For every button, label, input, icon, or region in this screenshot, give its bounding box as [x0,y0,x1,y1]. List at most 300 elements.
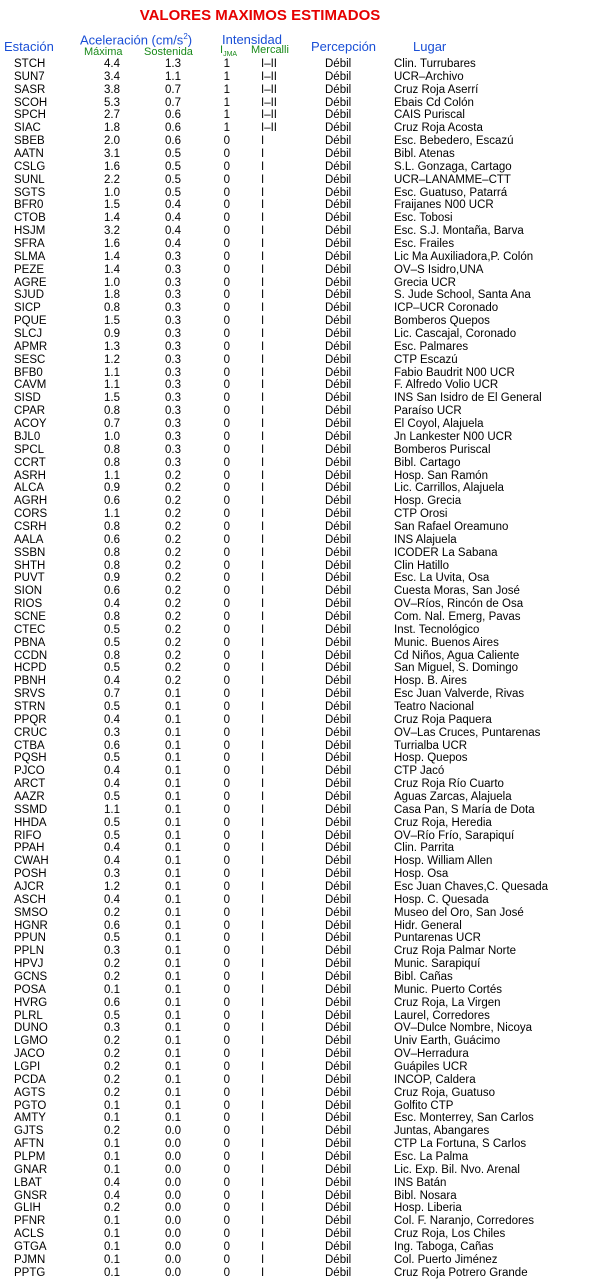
perception: Débil [325,1099,352,1112]
mercalli-intensity: I [261,508,265,521]
station-code: GTGA [14,1241,47,1254]
station-code: PLRL [14,1009,43,1022]
max-acceleration: 0.6 [104,495,120,508]
max-acceleration: 0.7 [104,418,120,431]
data-table [0,58,590,1280]
table-row [0,740,590,753]
station-code: APMR [14,340,48,353]
ijma-intensity: 0 [223,1163,230,1176]
station-code: SSBN [14,546,46,559]
max-acceleration: 0.9 [104,482,120,495]
max-acceleration: 0.2 [104,1086,120,1099]
table-row [0,971,590,984]
sustained-acceleration: 0.3 [165,289,181,302]
table-row [0,289,590,302]
station-code: PBNA [14,636,46,649]
max-acceleration: 0.2 [104,906,120,919]
station-code: CTOB [14,212,46,225]
sustained-acceleration: 0.3 [165,276,181,289]
place-header: Lugar [413,39,447,54]
station-code: HSJM [14,225,46,238]
station-code: AGTS [14,1086,46,1099]
sustained-acceleration: 0.1 [165,1022,181,1035]
mercalli-intensity: I [261,559,265,572]
table-row [0,225,590,238]
sustained-acceleration: 0.4 [165,225,181,238]
max-acceleration: 0.8 [104,405,120,418]
perception: Débil [325,739,352,752]
place: Guápiles UCR [394,1061,468,1074]
table-row [0,521,590,534]
ijma-intensity: 0 [223,135,230,148]
mercalli-intensity: I [261,778,265,791]
max-acceleration: 1.5 [104,392,120,405]
sustained-acceleration: 0.2 [165,675,181,688]
table-row [0,598,590,611]
max-acceleration: 0.2 [104,1073,120,1086]
table-row [0,1215,590,1228]
mercalli-intensity: I [261,520,265,533]
mercalli-intensity: I–II [261,70,277,83]
ijma-intensity: 0 [223,649,230,662]
ijma-intensity: 0 [223,996,230,1009]
place: CTP Escazú [394,353,458,366]
perception: Débil [325,1125,352,1138]
max-acceleration: 0.8 [104,443,120,456]
sustained-acceleration: 0.1 [165,932,181,945]
perception: Débil [325,1266,352,1279]
ijma-intensity: 0 [223,238,230,251]
perception: Débil [325,263,352,276]
table-row [0,58,590,71]
ijma-intensity: 0 [223,212,230,225]
sustained-acceleration: 0.0 [165,1189,181,1202]
perception: Débil [325,328,352,341]
mercalli-intensity: I [261,842,265,855]
ijma-intensity: 0 [223,1035,230,1048]
sustained-acceleration: 0.1 [165,958,181,971]
place: Esc. Guatuso, Patarrá [394,186,508,199]
ijma-intensity: 0 [223,1215,230,1228]
ijma-intensity: 0 [223,1266,230,1279]
table-row [0,97,590,110]
mercalli-intensity: I–II [261,58,277,70]
mercalli-intensity: I [261,302,265,315]
place: OV–Ríos, Rincón de Osa [394,598,524,611]
place: Fabio Baudrit N00 UCR [394,366,515,379]
sustained-acceleration: 0.6 [165,122,181,135]
place: ICP–UCR Coronado [394,302,499,315]
mercalli-intensity: I–II [261,122,277,135]
ijma-header-subscript: JMA [223,51,238,59]
mercalli-intensity: I [261,598,265,611]
sustained-acceleration: 0.2 [165,469,181,482]
perception: Débil [325,1151,352,1164]
place: Hosp. C. Quesada [394,893,489,906]
table-row [0,392,590,405]
station-code: LGPI [14,1061,41,1074]
perception: Débil [325,405,352,418]
ijma-intensity: 0 [223,1009,230,1022]
station-code: PQSH [14,752,47,765]
acceleration-header-text: Aceleración (cm/s [80,32,184,48]
ijma-intensity: 0 [223,829,230,842]
ijma-intensity: 0 [223,1228,230,1241]
ijma-intensity: 0 [223,958,230,971]
sustained-acceleration: 0.5 [165,148,181,161]
mercalli-intensity: I [261,495,265,508]
mercalli-intensity: I [261,958,265,971]
perception: Débil [325,1048,352,1061]
table-row [0,624,590,637]
place: CTP Orosi [394,508,448,521]
station-code: PPQR [14,713,47,726]
place: Hosp. Liberia [394,1202,462,1215]
max-acceleration: 1.1 [104,508,120,521]
mercalli-intensity: I [261,1099,265,1112]
table-row [0,945,590,958]
place: Teatro Nacional [394,700,474,713]
max-acceleration: 1.5 [104,315,120,328]
sustained-acceleration: 0.7 [165,83,181,96]
table-row [0,804,590,817]
sustained-acceleration: 0.0 [165,1241,181,1254]
ijma-intensity: 0 [223,855,230,868]
perception: Débil [325,996,352,1009]
station-code: HCPD [14,662,47,675]
mercalli-intensity: I [261,1061,265,1074]
max-acceleration: 0.1 [104,1163,120,1176]
station-code: AMTY [14,1112,46,1125]
perception: Débil [325,160,352,173]
mercalli-intensity: I [261,739,265,752]
max-acceleration: 0.1 [104,1253,120,1266]
perception: Débil [325,70,352,83]
sustained-acceleration: 0.1 [165,726,181,739]
mercalli-intensity: I [261,752,265,765]
ijma-intensity: 0 [223,765,230,778]
place: OV–Herradura [394,1048,469,1061]
sustained-acceleration: 0.1 [165,906,181,919]
mercalli-intensity: I [261,1241,265,1254]
perception: Débil [325,1176,352,1189]
perception: Débil [325,1253,352,1266]
mercalli-intensity: I [261,1266,265,1279]
mercalli-intensity: I [261,212,265,225]
place: Bibl. Atenas [394,148,455,161]
station-code: GJTS [14,1125,44,1138]
table-row [0,560,590,573]
station-code: ACLS [14,1228,45,1241]
sustained-acceleration: 1.3 [165,58,181,70]
mercalli-intensity: I [261,906,265,919]
ijma-header-text: I [220,44,224,56]
ijma-intensity: 0 [223,790,230,803]
table-row [0,1241,590,1254]
ijma-intensity: 0 [223,508,230,521]
mercalli-intensity: I [261,443,265,456]
station-code: ASRH [14,469,46,482]
perception: Débil [325,225,352,238]
perception: Débil [325,1163,352,1176]
place: Inst. Tecnológico [394,623,480,636]
table-row [0,984,590,997]
ijma-intensity: 0 [223,1253,230,1266]
ijma-intensity: 1 [223,122,230,135]
intensity-header: Intensidad [222,32,282,47]
place: Munic. Sarapiquí [394,958,481,971]
sustained-acceleration: 0.1 [165,752,181,765]
ijma-intensity: 0 [223,520,230,533]
max-acceleration: 0.8 [104,559,120,572]
max-acceleration: 2.2 [104,173,120,186]
station-code: PPAH [14,842,45,855]
max-acceleration: 0.4 [104,855,120,868]
place: Hosp. Quepos [394,752,468,765]
mercalli-intensity: I [261,868,265,881]
perception: Débil [325,610,352,623]
ijma-intensity: 0 [223,148,230,161]
station-code: SSMD [14,803,48,816]
max-acceleration: 5.3 [104,96,120,109]
max-acceleration: 0.1 [104,1215,120,1228]
sustained-acceleration: 0.1 [165,855,181,868]
station-code: PCDA [14,1073,46,1086]
sustained-acceleration: 0.6 [165,109,181,122]
table-row [0,675,590,688]
max-acceleration: 0.1 [104,1151,120,1164]
perception: Débil [325,122,352,135]
ijma-intensity: 0 [223,1202,230,1215]
ijma-intensity: 0 [223,379,230,392]
station-code: ALCA [14,482,45,495]
sustained-acceleration: 0.0 [165,1215,181,1228]
perception: Débil [325,58,352,70]
sustained-acceleration: 0.3 [165,430,181,443]
mercalli-intensity: I [261,919,265,932]
table-row [0,1164,590,1177]
max-acceleration: 0.7 [104,688,120,701]
place: Grecia UCR [394,276,456,289]
sustained-acceleration: 0.3 [165,405,181,418]
sustained-acceleration: 0.3 [165,443,181,456]
mercalli-intensity: I [261,1073,265,1086]
mercalli-intensity: I–II [261,96,277,109]
sustained-acceleration: 0.4 [165,238,181,251]
max-acceleration: 0.1 [104,1112,120,1125]
station-code: ARCT [14,778,46,791]
acceleration-header-close: ) [187,32,193,48]
station-code: LBAT [14,1176,42,1189]
sustained-acceleration: 0.1 [165,765,181,778]
station-header: Estación [4,39,54,54]
max-acceleration: 0.5 [104,752,120,765]
place: Cruz Roja Acosta [394,122,483,135]
perception: Débil [325,893,352,906]
table-row [0,958,590,971]
max-acceleration: 0.6 [104,585,120,598]
perception: Débil [325,778,352,791]
mercalli-intensity: I [261,1151,265,1164]
sustained-acceleration: 0.3 [165,340,181,353]
ijma-intensity: 0 [223,1073,230,1086]
station-code: SIAC [14,122,41,135]
ijma-intensity: 0 [223,546,230,559]
table-row [0,508,590,521]
sustained-acceleration: 0.2 [165,508,181,521]
mercalli-intensity: I [261,649,265,662]
mercalli-intensity: I [261,135,265,148]
perception: Débil [325,932,352,945]
max-acceleration: 0.5 [104,700,120,713]
sustained-acceleration: 0.3 [165,379,181,392]
ijma-intensity: 0 [223,1241,230,1254]
max-acceleration: 0.8 [104,610,120,623]
station-code: PBNH [14,675,46,688]
ijma-intensity: 0 [223,250,230,263]
place: Esc. Bebedero, Escazú [394,135,514,148]
place: Munic. Puerto Cortés [394,983,503,996]
table-row [0,405,590,418]
place: F. Alfredo Volio UCR [394,379,499,392]
mercalli-intensity: I [261,1009,265,1022]
max-acceleration: 0.2 [104,1061,120,1074]
perception: Débil [325,945,352,958]
table-row [0,1125,590,1138]
max-acceleration: 0.1 [104,1241,120,1254]
perception: Débil [325,765,352,778]
table-row [0,907,590,920]
max-acceleration: 0.5 [104,829,120,842]
max-acceleration: 1.2 [104,881,120,893]
place: Esc Juan Chaves,C. Quesada [394,881,549,893]
sustained-acceleration: 0.1 [165,881,181,893]
mercalli-intensity: I [261,945,265,958]
sustained-acceleration: 0.1 [165,842,181,855]
place: Esc. Frailes [394,238,455,251]
table-row [0,199,590,212]
table-row [0,585,590,598]
station-code: SESC [14,353,46,366]
place: Esc. Monterrey, San Carlos [394,1112,534,1125]
place: Cruz Roja, La Virgen [394,996,501,1009]
station-code: SUNL [14,173,45,186]
ijma-intensity: 1 [223,83,230,96]
station-code: SPCL [14,443,45,456]
perception: Débil [325,173,352,186]
max-acceleration: 3.1 [104,148,120,161]
table-row [0,444,590,457]
mercalli-intensity: I [261,186,265,199]
max-acceleration: 0.6 [104,533,120,546]
mercalli-intensity: I [261,932,265,945]
sustained-acceleration: 0.2 [165,559,181,572]
table-row [0,71,590,84]
sustained-acceleration: 0.3 [165,456,181,469]
ijma-intensity: 0 [223,700,230,713]
mercalli-intensity: I [261,225,265,238]
mercalli-intensity: I [261,790,265,803]
table-row [0,341,590,354]
station-code: SBEB [14,135,45,148]
ijma-intensity: 1 [223,109,230,122]
table-row [0,714,590,727]
perception: Débil [325,379,352,392]
sustained-acceleration: 0.1 [165,739,181,752]
place: San Rafael Oreamuno [394,520,509,533]
mercalli-intensity: I [261,713,265,726]
table-row [0,1190,590,1203]
mercalli-intensity: I [261,1086,265,1099]
table-row [0,1074,590,1087]
station-code: CPAR [14,405,46,418]
perception: Débil [325,186,352,199]
table-row [0,881,590,894]
station-code: SHTH [14,559,46,572]
max-acceleration: 1.6 [104,160,120,173]
sustained-acceleration: 1.1 [165,70,181,83]
ijma-intensity: 0 [223,186,230,199]
max-acceleration: 1.4 [104,250,120,263]
ijma-intensity: 0 [223,739,230,752]
station-code: JACO [14,1048,45,1061]
station-code: POSA [14,983,46,996]
mercalli-intensity: I [261,881,265,893]
perception: Débil [325,238,352,251]
mercalli-intensity: I [261,816,265,829]
sustained-acceleration: 0.2 [165,585,181,598]
perception: Débil [325,688,352,701]
max-acceleration: 0.2 [104,958,120,971]
ijma-intensity: 1 [223,96,230,109]
place: Cruz Roja Río Cuarto [394,778,504,791]
sustained-acceleration: 0.3 [165,302,181,315]
ijma-intensity: 0 [223,1022,230,1035]
mercalli-intensity: I [261,1125,265,1138]
ijma-intensity: 0 [223,688,230,701]
place: Hosp. William Allen [394,855,493,868]
perception: Débil [325,1202,352,1215]
station-code: PJMN [14,1253,46,1266]
mercalli-intensity: I [261,392,265,405]
mercalli-intensity: I [261,340,265,353]
perception: Débil [325,881,352,893]
mercalli-intensity: I [261,199,265,212]
ijma-intensity: 1 [223,58,230,70]
sustained-acceleration: 0.1 [165,919,181,932]
acceleration-unit-exponent: 2 [183,32,188,41]
mercalli-intensity: I–II [261,109,277,122]
table-row [0,868,590,881]
table-row [0,495,590,508]
place: OV–Dulce Nombre, Nicoya [394,1022,533,1035]
ijma-intensity: 0 [223,1125,230,1138]
table-row [0,611,590,624]
station-code: PFNR [14,1215,46,1228]
place: Com. Nal. Emerg, Pavas [394,610,521,623]
station-code: RIFO [14,829,42,842]
perception: Débil [325,315,352,328]
station-code: CTEC [14,623,46,636]
sustained-acceleration: 0.1 [165,778,181,791]
place: Univ Earth, Guácimo [394,1035,501,1048]
station-code: BFB0 [14,366,43,379]
perception: Débil [325,533,352,546]
ijma-intensity: 0 [223,1061,230,1074]
place: CTP La Fortuna, S Carlos [394,1138,527,1151]
station-code: SMSO [14,906,48,919]
max-acceleration: 0.4 [104,842,120,855]
